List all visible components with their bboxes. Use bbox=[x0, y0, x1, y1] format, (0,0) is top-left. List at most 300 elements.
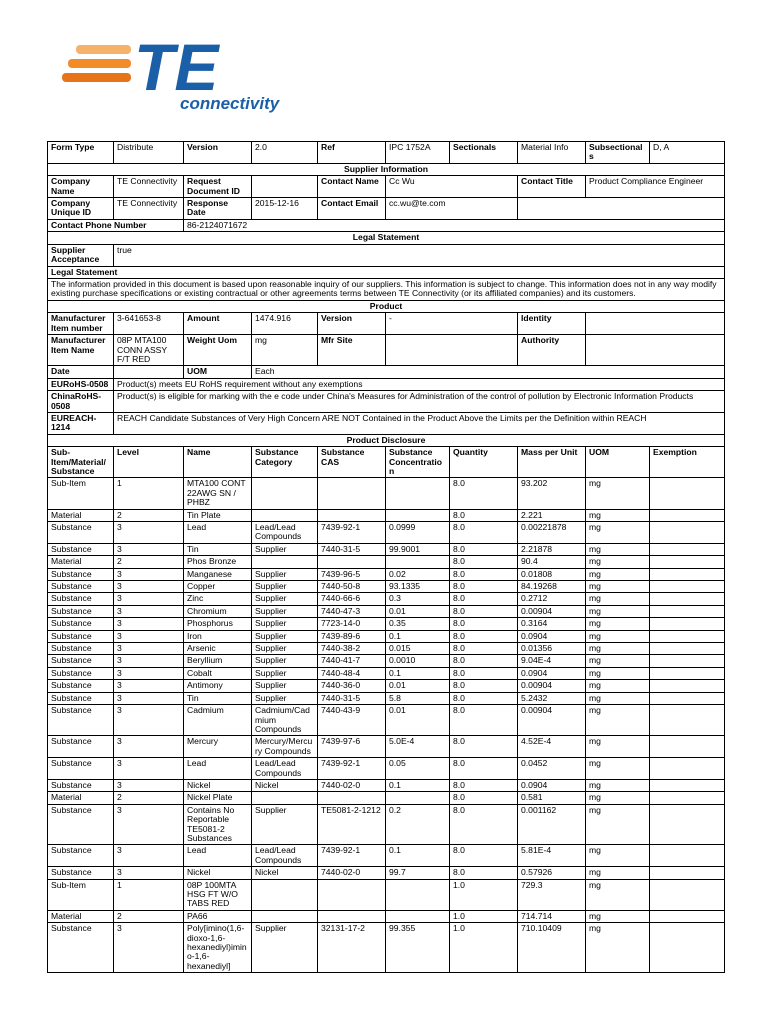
table-row bbox=[48, 630, 725, 642]
item-type-cell: Substance bbox=[48, 736, 114, 758]
quantity-cell: 8.0 bbox=[450, 758, 518, 780]
cas-cell: 7439-89-6 bbox=[318, 630, 386, 642]
table-row bbox=[48, 556, 725, 568]
exemption-cell bbox=[650, 879, 725, 910]
table-row bbox=[48, 581, 725, 593]
category-cell: Lead/Lead Compounds bbox=[252, 522, 318, 544]
exemption-cell bbox=[650, 923, 725, 973]
ref-value: IPC 1752A bbox=[386, 142, 450, 164]
product-version-label: Version bbox=[318, 313, 386, 335]
cas-cell: 7440-66-6 bbox=[318, 593, 386, 605]
version-value: 2.0 bbox=[252, 142, 318, 164]
mass-cell: 90.4 bbox=[518, 556, 586, 568]
disclosure-header-row bbox=[48, 447, 725, 478]
exemption-cell bbox=[650, 581, 725, 593]
level-cell: 3 bbox=[114, 522, 184, 544]
table-row bbox=[48, 845, 725, 867]
exemption-cell bbox=[650, 910, 725, 922]
cas-cell: 7440-38-2 bbox=[318, 643, 386, 655]
ref-label: Ref bbox=[318, 142, 386, 164]
category-cell bbox=[252, 556, 318, 568]
level-cell: 2 bbox=[114, 792, 184, 804]
cas-cell: 7440-47-3 bbox=[318, 605, 386, 617]
table-row bbox=[48, 568, 725, 580]
quantity-cell: 8.0 bbox=[450, 543, 518, 555]
category-cell: Supplier bbox=[252, 618, 318, 630]
mfr-item-number-value: 3-641653-8 bbox=[114, 313, 184, 335]
table-row bbox=[48, 705, 725, 736]
concentration-cell: 0.01 bbox=[386, 680, 450, 692]
mass-cell: 0.0904 bbox=[518, 779, 586, 791]
quantity-cell: 1.0 bbox=[450, 923, 518, 973]
exemption-cell bbox=[650, 845, 725, 867]
mass-cell: 84.19268 bbox=[518, 581, 586, 593]
eurohs-value: Product(s) meets EU RoHS requirement without any exemptions bbox=[114, 378, 725, 390]
exemption-cell bbox=[650, 680, 725, 692]
empty-cell bbox=[518, 198, 725, 220]
level-cell: 3 bbox=[114, 568, 184, 580]
concentration-cell bbox=[386, 509, 450, 521]
quantity-cell: 8.0 bbox=[450, 522, 518, 544]
cas-cell bbox=[318, 509, 386, 521]
quantity-cell: 8.0 bbox=[450, 680, 518, 692]
uom-label: UOM bbox=[184, 366, 252, 378]
cas-cell: 7439-97-6 bbox=[318, 736, 386, 758]
concentration-cell: 99.355 bbox=[386, 923, 450, 973]
column-header: Sub-Item/Material/Substance bbox=[48, 447, 114, 478]
exemption-cell bbox=[650, 804, 725, 845]
concentration-cell: 0.3 bbox=[386, 593, 450, 605]
item-type-cell: Material bbox=[48, 556, 114, 568]
cas-cell: 7440-41-7 bbox=[318, 655, 386, 667]
name-cell: Poly[imino(1,6-dioxo-1,6-hexanediyl)imino-1,6-hexanediyl] bbox=[184, 923, 252, 973]
mass-cell: 0.581 bbox=[518, 792, 586, 804]
table-row bbox=[48, 618, 725, 630]
contact-name-value: Cc Wu bbox=[386, 176, 518, 198]
authority-label: Authority bbox=[518, 335, 586, 366]
category-cell: Supplier bbox=[252, 655, 318, 667]
item-type-cell: Substance bbox=[48, 680, 114, 692]
mass-cell: 4.52E-4 bbox=[518, 736, 586, 758]
category-cell: Lead/Lead Compounds bbox=[252, 758, 318, 780]
sectionals-value: Material Info bbox=[518, 142, 586, 164]
table-row bbox=[48, 910, 725, 922]
mass-cell: 0.2712 bbox=[518, 593, 586, 605]
name-cell: Beryllium bbox=[184, 655, 252, 667]
level-cell: 3 bbox=[114, 779, 184, 791]
quantity-cell: 8.0 bbox=[450, 779, 518, 791]
item-type-cell: Material bbox=[48, 509, 114, 521]
item-type-cell: Substance bbox=[48, 581, 114, 593]
name-cell: Iron bbox=[184, 630, 252, 642]
level-cell: 3 bbox=[114, 667, 184, 679]
level-cell: 3 bbox=[114, 643, 184, 655]
cas-cell bbox=[318, 478, 386, 509]
uom-cell: mg bbox=[586, 593, 650, 605]
mass-cell: 0.00904 bbox=[518, 705, 586, 736]
mass-cell: 0.0904 bbox=[518, 630, 586, 642]
name-cell: Tin bbox=[184, 543, 252, 555]
table-row bbox=[48, 692, 725, 704]
cas-cell: 7439-92-1 bbox=[318, 845, 386, 867]
te-connectivity-logo bbox=[58, 30, 318, 120]
exemption-cell bbox=[650, 556, 725, 568]
contact-title-label: Contact Title bbox=[518, 176, 586, 198]
table-row bbox=[48, 792, 725, 804]
level-cell: 3 bbox=[114, 655, 184, 667]
exemption-cell bbox=[650, 667, 725, 679]
uom-cell: mg bbox=[586, 643, 650, 655]
cas-cell: 7440-02-0 bbox=[318, 779, 386, 791]
category-cell: Mercury/Mercury Compounds bbox=[252, 736, 318, 758]
date-label: Date bbox=[48, 366, 114, 378]
exemption-cell bbox=[650, 705, 725, 736]
mass-cell: 5.2432 bbox=[518, 692, 586, 704]
category-cell bbox=[252, 910, 318, 922]
category-cell: Supplier bbox=[252, 804, 318, 845]
concentration-cell: 0.0999 bbox=[386, 522, 450, 544]
name-cell: Antimony bbox=[184, 680, 252, 692]
table-row bbox=[48, 804, 725, 845]
subsectionals-value: D, A bbox=[650, 142, 725, 164]
concentration-cell: 0.1 bbox=[386, 779, 450, 791]
uom-cell: mg bbox=[586, 543, 650, 555]
cas-cell bbox=[318, 556, 386, 568]
item-type-cell: Substance bbox=[48, 522, 114, 544]
column-header: Exemption bbox=[650, 447, 725, 478]
concentration-cell bbox=[386, 478, 450, 509]
supplier-acceptance-label: Supplier Acceptance bbox=[48, 244, 114, 266]
exemption-cell bbox=[650, 605, 725, 617]
weight-uom-label: Weight Uom bbox=[184, 335, 252, 366]
quantity-cell: 8.0 bbox=[450, 568, 518, 580]
legal-statement-text: The information provided in this document is based upon reasonable inquiry of our suppliers. This information is subject to change. This information does not in any way modify existing purchase specifications or existing contractual or other agreements terms between TE Connectivity (or its affiliated companies) and its customers. bbox=[48, 279, 725, 301]
concentration-cell: 0.0010 bbox=[386, 655, 450, 667]
mass-cell: 729.3 bbox=[518, 879, 586, 910]
logo-stripe bbox=[76, 45, 131, 54]
concentration-cell: 5.8 bbox=[386, 692, 450, 704]
name-cell: Cobalt bbox=[184, 667, 252, 679]
item-type-cell: Substance bbox=[48, 692, 114, 704]
mass-cell: 93.202 bbox=[518, 478, 586, 509]
concentration-cell: 0.35 bbox=[386, 618, 450, 630]
category-cell: Supplier bbox=[252, 581, 318, 593]
uom-cell: mg bbox=[586, 568, 650, 580]
quantity-cell: 1.0 bbox=[450, 879, 518, 910]
contact-phone-value: 86-2124071672 bbox=[184, 220, 725, 232]
uom-cell: mg bbox=[586, 845, 650, 867]
contact-email-label: Contact Email bbox=[318, 198, 386, 220]
concentration-cell: 0.05 bbox=[386, 758, 450, 780]
quantity-cell: 8.0 bbox=[450, 593, 518, 605]
form-header-row bbox=[48, 142, 725, 164]
concentration-cell: 5.0E-4 bbox=[386, 736, 450, 758]
item-type-cell: Substance bbox=[48, 593, 114, 605]
cas-cell: TE5081-2-1212 bbox=[318, 804, 386, 845]
company-name-label: Company Name bbox=[48, 176, 114, 198]
mass-cell: 0.01356 bbox=[518, 643, 586, 655]
level-cell: 3 bbox=[114, 630, 184, 642]
concentration-cell: 0.1 bbox=[386, 630, 450, 642]
exemption-cell bbox=[650, 792, 725, 804]
category-cell: Supplier bbox=[252, 543, 318, 555]
logo-wordmark: TE bbox=[134, 30, 219, 104]
category-cell: Nickel bbox=[252, 779, 318, 791]
category-cell: Supplier bbox=[252, 667, 318, 679]
response-date-value: 2015-12-16 bbox=[252, 198, 318, 220]
item-type-cell: Substance bbox=[48, 667, 114, 679]
table-row bbox=[48, 478, 725, 509]
uom-cell: mg bbox=[586, 522, 650, 544]
legal-statement-label: Legal Statement bbox=[48, 266, 725, 278]
uom-cell: mg bbox=[586, 804, 650, 845]
name-cell: Cadmium bbox=[184, 705, 252, 736]
item-type-cell: Sub-Item bbox=[48, 478, 114, 509]
contact-email-value: cc.wu@te.com bbox=[386, 198, 518, 220]
cas-cell: 7439-92-1 bbox=[318, 758, 386, 780]
level-cell: 3 bbox=[114, 581, 184, 593]
concentration-cell: 0.2 bbox=[386, 804, 450, 845]
name-cell: Copper bbox=[184, 581, 252, 593]
uom-cell: mg bbox=[586, 910, 650, 922]
name-cell: Nickel bbox=[184, 779, 252, 791]
cas-cell: 7440-31-5 bbox=[318, 692, 386, 704]
quantity-cell: 8.0 bbox=[450, 556, 518, 568]
sectionals-label: Sectionals bbox=[450, 142, 518, 164]
quantity-cell: 8.0 bbox=[450, 605, 518, 617]
supplier-acceptance-value: true bbox=[114, 244, 725, 266]
mass-cell: 0.01808 bbox=[518, 568, 586, 580]
uom-cell: mg bbox=[586, 680, 650, 692]
name-cell: Tin bbox=[184, 692, 252, 704]
exemption-cell bbox=[650, 643, 725, 655]
table-row bbox=[48, 522, 725, 544]
category-cell: Supplier bbox=[252, 692, 318, 704]
uom-cell: mg bbox=[586, 705, 650, 736]
quantity-cell: 8.0 bbox=[450, 736, 518, 758]
eureach-value: REACH Candidate Substances of Very High Concern ARE NOT Contained in the Product Above the Limits per the Definition within REACH bbox=[114, 412, 725, 434]
level-cell: 2 bbox=[114, 910, 184, 922]
cas-cell: 7440-02-0 bbox=[318, 867, 386, 879]
level-cell: 2 bbox=[114, 509, 184, 521]
exemption-cell bbox=[650, 568, 725, 580]
quantity-cell: 8.0 bbox=[450, 618, 518, 630]
category-cell: Supplier bbox=[252, 593, 318, 605]
exemption-cell bbox=[650, 543, 725, 555]
level-cell: 3 bbox=[114, 923, 184, 973]
column-header: Substance Concentration bbox=[386, 447, 450, 478]
exemption-cell bbox=[650, 655, 725, 667]
mfr-site-value bbox=[386, 335, 518, 366]
concentration-cell: 93.1335 bbox=[386, 581, 450, 593]
item-type-cell: Substance bbox=[48, 867, 114, 879]
uom-cell: mg bbox=[586, 655, 650, 667]
category-cell: Supplier bbox=[252, 630, 318, 642]
mass-cell: 0.0452 bbox=[518, 758, 586, 780]
table-row bbox=[48, 655, 725, 667]
item-type-cell: Substance bbox=[48, 643, 114, 655]
contact-name-label: Contact Name bbox=[318, 176, 386, 198]
date-value bbox=[114, 366, 184, 378]
concentration-cell bbox=[386, 556, 450, 568]
table-row bbox=[48, 758, 725, 780]
table-row bbox=[48, 779, 725, 791]
mass-cell: 0.0904 bbox=[518, 667, 586, 679]
quantity-cell: 8.0 bbox=[450, 692, 518, 704]
concentration-cell: 0.01 bbox=[386, 705, 450, 736]
level-cell: 3 bbox=[114, 605, 184, 617]
uom-cell: mg bbox=[586, 758, 650, 780]
uom-cell: mg bbox=[586, 630, 650, 642]
chinarohs-label: ChinaRoHS-0508 bbox=[48, 391, 114, 413]
table-row bbox=[48, 643, 725, 655]
uom-cell: mg bbox=[586, 581, 650, 593]
item-type-cell: Substance bbox=[48, 705, 114, 736]
logo-stripe bbox=[62, 73, 131, 82]
level-cell: 3 bbox=[114, 618, 184, 630]
name-cell: Manganese bbox=[184, 568, 252, 580]
item-type-cell: Substance bbox=[48, 618, 114, 630]
chinarohs-value: Product(s) is eligible for marking with the e code under China's Measures for Administration of the control of pollution by Electronic Information Products bbox=[114, 391, 725, 413]
name-cell: PA66 bbox=[184, 910, 252, 922]
authority-value bbox=[586, 335, 725, 366]
level-cell: 3 bbox=[114, 867, 184, 879]
product-section-title: Product bbox=[48, 300, 725, 312]
mfr-item-name-value: 08P MTA100 CONN ASSY F/T RED bbox=[114, 335, 184, 366]
level-cell: 3 bbox=[114, 736, 184, 758]
quantity-cell: 8.0 bbox=[450, 804, 518, 845]
table-row bbox=[48, 879, 725, 910]
contact-title-value: Product Compliance Engineer bbox=[586, 176, 725, 198]
name-cell: Contains No Reportable TE5081-2 Substances bbox=[184, 804, 252, 845]
company-uid-label: Company Unique ID bbox=[48, 198, 114, 220]
level-cell: 3 bbox=[114, 593, 184, 605]
category-cell: Nickel bbox=[252, 867, 318, 879]
mass-cell: 0.57926 bbox=[518, 867, 586, 879]
category-cell: Lead/Lead Compounds bbox=[252, 845, 318, 867]
category-cell bbox=[252, 478, 318, 509]
cas-cell: 7440-50-8 bbox=[318, 581, 386, 593]
uom-cell: mg bbox=[586, 867, 650, 879]
supplier-section-title: Supplier Information bbox=[48, 163, 725, 175]
amount-label: Amount bbox=[184, 313, 252, 335]
mass-cell: 0.00904 bbox=[518, 605, 586, 617]
category-cell: Supplier bbox=[252, 643, 318, 655]
quantity-cell: 8.0 bbox=[450, 478, 518, 509]
category-cell: Supplier bbox=[252, 568, 318, 580]
quantity-cell: 8.0 bbox=[450, 581, 518, 593]
table-row bbox=[48, 736, 725, 758]
uom-cell: mg bbox=[586, 618, 650, 630]
table-row bbox=[48, 867, 725, 879]
concentration-cell bbox=[386, 879, 450, 910]
eurohs-label: EURoHS-0508 bbox=[48, 378, 114, 390]
quantity-cell: 8.0 bbox=[450, 867, 518, 879]
level-cell: 3 bbox=[114, 758, 184, 780]
table-row bbox=[48, 593, 725, 605]
subsectionals-label: Subsectionals bbox=[586, 142, 650, 164]
name-cell: Lead bbox=[184, 845, 252, 867]
disclosure-rows bbox=[48, 478, 725, 973]
cas-cell: 32131-17-2 bbox=[318, 923, 386, 973]
level-cell: 3 bbox=[114, 543, 184, 555]
category-cell: Supplier bbox=[252, 680, 318, 692]
declaration-form bbox=[47, 141, 724, 973]
te-logo-graphic bbox=[58, 30, 318, 120]
disclosure-section-title: Product Disclosure bbox=[48, 434, 725, 446]
mfr-item-number-label: Manufacturer Item number bbox=[48, 313, 114, 335]
form-type-label: Form Type bbox=[48, 142, 114, 164]
column-header: Quantity bbox=[450, 447, 518, 478]
exemption-cell bbox=[650, 593, 725, 605]
identity-value bbox=[586, 313, 725, 335]
mass-cell: 2.21878 bbox=[518, 543, 586, 555]
item-type-cell: Substance bbox=[48, 923, 114, 973]
item-type-cell: Substance bbox=[48, 845, 114, 867]
item-type-cell: Substance bbox=[48, 605, 114, 617]
table-row bbox=[48, 509, 725, 521]
cas-cell: 7440-43-9 bbox=[318, 705, 386, 736]
company-uid-value: TE Connectivity bbox=[114, 198, 184, 220]
form-type-value: Distribute bbox=[114, 142, 184, 164]
item-type-cell: Sub-Item bbox=[48, 879, 114, 910]
cas-cell: 7440-48-4 bbox=[318, 667, 386, 679]
mass-cell: 710.10409 bbox=[518, 923, 586, 973]
item-type-cell: Substance bbox=[48, 543, 114, 555]
table-row bbox=[48, 667, 725, 679]
uom-cell: mg bbox=[586, 509, 650, 521]
quantity-cell: 8.0 bbox=[450, 630, 518, 642]
uom-value: Each bbox=[252, 366, 725, 378]
table-row bbox=[48, 923, 725, 973]
level-cell: 3 bbox=[114, 845, 184, 867]
name-cell: Nickel bbox=[184, 867, 252, 879]
exemption-cell bbox=[650, 478, 725, 509]
eureach-label: EUREACH-1214 bbox=[48, 412, 114, 434]
mass-cell: 0.001162 bbox=[518, 804, 586, 845]
category-cell: Supplier bbox=[252, 923, 318, 973]
request-doc-label: Request Document ID bbox=[184, 176, 252, 198]
uom-cell: mg bbox=[586, 556, 650, 568]
request-doc-value bbox=[252, 176, 318, 198]
mass-cell: 5.81E-4 bbox=[518, 845, 586, 867]
item-type-cell: Substance bbox=[48, 779, 114, 791]
mass-cell: 714.714 bbox=[518, 910, 586, 922]
identity-label: Identity bbox=[518, 313, 586, 335]
mfr-site-label: Mfr Site bbox=[318, 335, 386, 366]
concentration-cell bbox=[386, 792, 450, 804]
uom-cell: mg bbox=[586, 779, 650, 791]
logo-tagline: connectivity bbox=[180, 94, 280, 113]
column-header: Name bbox=[184, 447, 252, 478]
amount-value: 1474.916 bbox=[252, 313, 318, 335]
uom-cell: mg bbox=[586, 605, 650, 617]
name-cell: Lead bbox=[184, 758, 252, 780]
name-cell: Chromium bbox=[184, 605, 252, 617]
concentration-cell: 99.9001 bbox=[386, 543, 450, 555]
concentration-cell: 99.7 bbox=[386, 867, 450, 879]
concentration-cell: 0.02 bbox=[386, 568, 450, 580]
table-row bbox=[48, 680, 725, 692]
cas-cell bbox=[318, 792, 386, 804]
company-name-value: TE Connectivity bbox=[114, 176, 184, 198]
column-header: Level bbox=[114, 447, 184, 478]
exemption-cell bbox=[650, 758, 725, 780]
category-cell: Cadmium/Cadmium Compounds bbox=[252, 705, 318, 736]
uom-cell: mg bbox=[586, 692, 650, 704]
name-cell: Zinc bbox=[184, 593, 252, 605]
quantity-cell: 8.0 bbox=[450, 705, 518, 736]
